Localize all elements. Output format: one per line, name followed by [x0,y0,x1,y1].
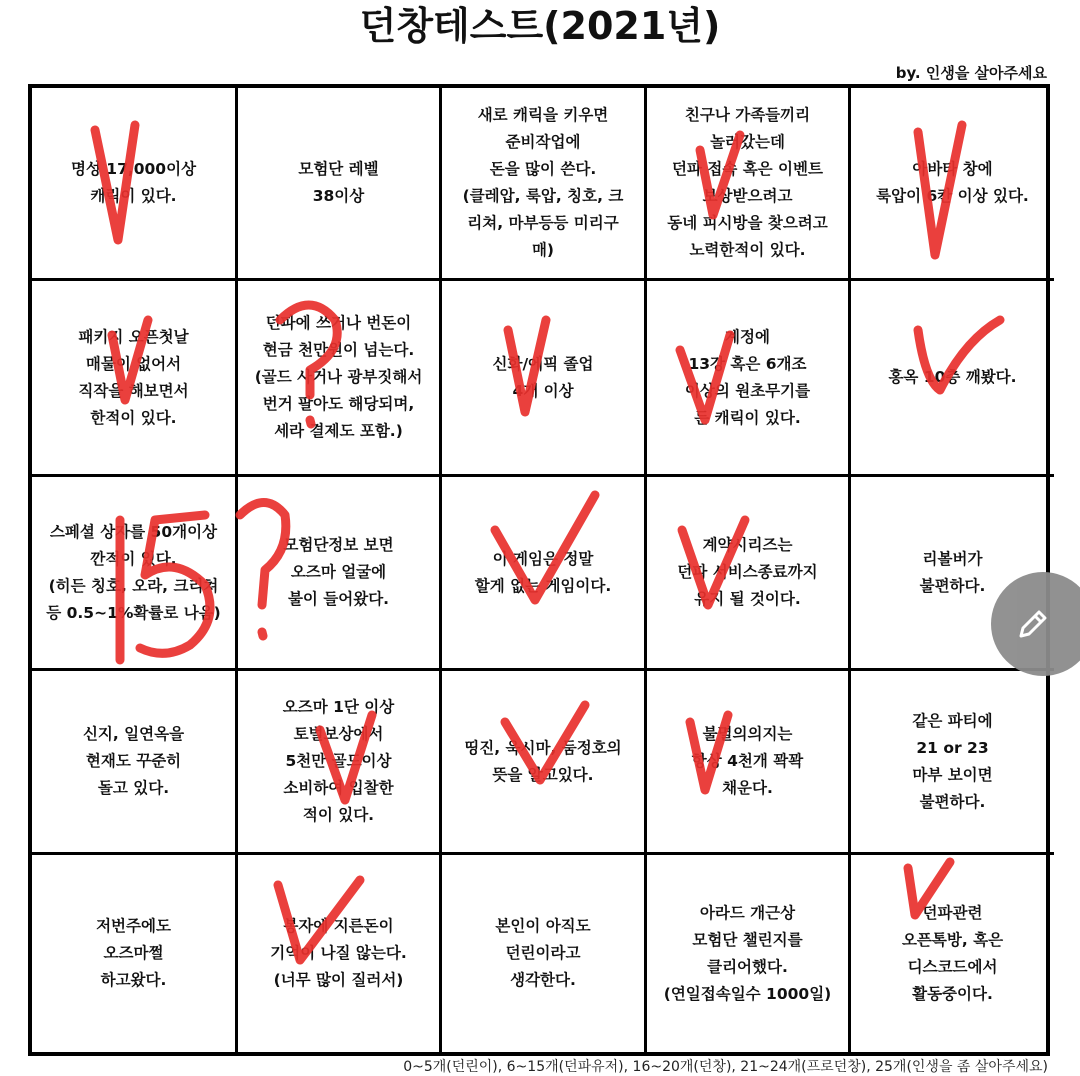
bingo-cell: 띵진, 욱시마, 둠정호의 뜻을 알고있다. [442,671,647,855]
bingo-cell: 신화/에픽 졸업 4개 이상 [442,281,647,477]
bingo-cell: 불멸의의지는 항상 4천개 꽉꽉 채운다. [647,671,851,855]
bingo-cell: 계약시리즈는 던파 서비스종료까지 유지 될 것이다. [647,477,851,671]
bingo-cell: 저번주에도 오즈마쩔 하고왔다. [32,855,238,1052]
bingo-cell: 새로 캐릭을 키우면 준비작업에 돈을 많이 쓴다. (클레압, 룩압, 칭호, 크 리쳐, 마부등등 미리구 매) [442,88,647,281]
bingo-cell: 명성 17,000이상 캐릭이 있다. [32,88,238,281]
bingo-cell: 오즈마 1단 이상 토벌보상에서 5천만 골드이상 소비하여 입찰한 적이 있다. [238,671,442,855]
bingo-cell: 모험단정보 보면 오즈마 얼굴에 불이 들어왔다. [238,477,442,671]
bingo-cell: 신지, 일연옥을 현재도 꾸준히 돌고 있다. [32,671,238,855]
bingo-cell: 봉자에 지른돈이 기억이 나질 않는다. (너무 많이 질러서) [238,855,442,1052]
bingo-cell: 본인이 아직도 던린이라고 생각한다. [442,855,647,1052]
bingo-cell: 던파관련 오픈톡방, 혹은 디스코드에서 활동중이다. [901,903,1004,1003]
bingo-cell: 스페셜 상자를 50개이상 깐적이 있다. (히든 칭호, 오라, 크리쳐 등 0.5~1%확률로 나옴) [32,477,238,671]
bingo-cell: 아바타 창에 룩압이 6칸 이상 있다. [851,88,1054,281]
bingo-cell: 던파에 쓰거나 번돈이 현금 천만원이 넘는다. (골드 사거나 광부짓해서 번거 팔아도 해당되며, 세라 결제도 포함.) [238,281,442,477]
bingo-cell: 리볼버가 불편하다. [851,477,1054,671]
bingo-cell: 친구나 가족들끼리 놀러갔는데 던파 접속 혹은 이벤트 보상받으려고 동네 피시방을 찾으려고 노력한적이 있다. [647,88,851,281]
byline: by. 인생을 살아주세요 [895,64,1047,82]
bingo-cell: 같은 파티에 21 or 23 마부 보이면 불편하다. [851,671,1054,855]
bingo-cell: 이 게임은 정말 할게 없는 게임이다. [442,477,647,671]
bingo-cell: 홍옥 10층 깨봤다. [851,281,1054,477]
bingo-cell: 패키지 오픈첫날 매물이 없어서 직작을 해보면서 한적이 있다. [32,281,238,477]
bingo-grid [28,84,1050,1056]
page-title: 던창테스트(2021년) [359,4,721,48]
bingo-cell: 계정에 13강 혹은 6개조 이상의 원초무기를 든 캐릭이 있다. [647,281,851,477]
pencil-icon [1013,604,1053,644]
bingo-cell: 모험단 레벨 38이상 [238,88,442,281]
bingo-cell: 아라드 개근상 모험단 챌린지를 클리어했다. (연일접속일수 1000일) [647,855,851,1052]
scoring-legend: 0~5개(던린이), 6~15개(던파유저), 16~20개(던창), 21~24개(프로던창), 25개(인생을 좀 살아주세요) [403,1059,1048,1075]
